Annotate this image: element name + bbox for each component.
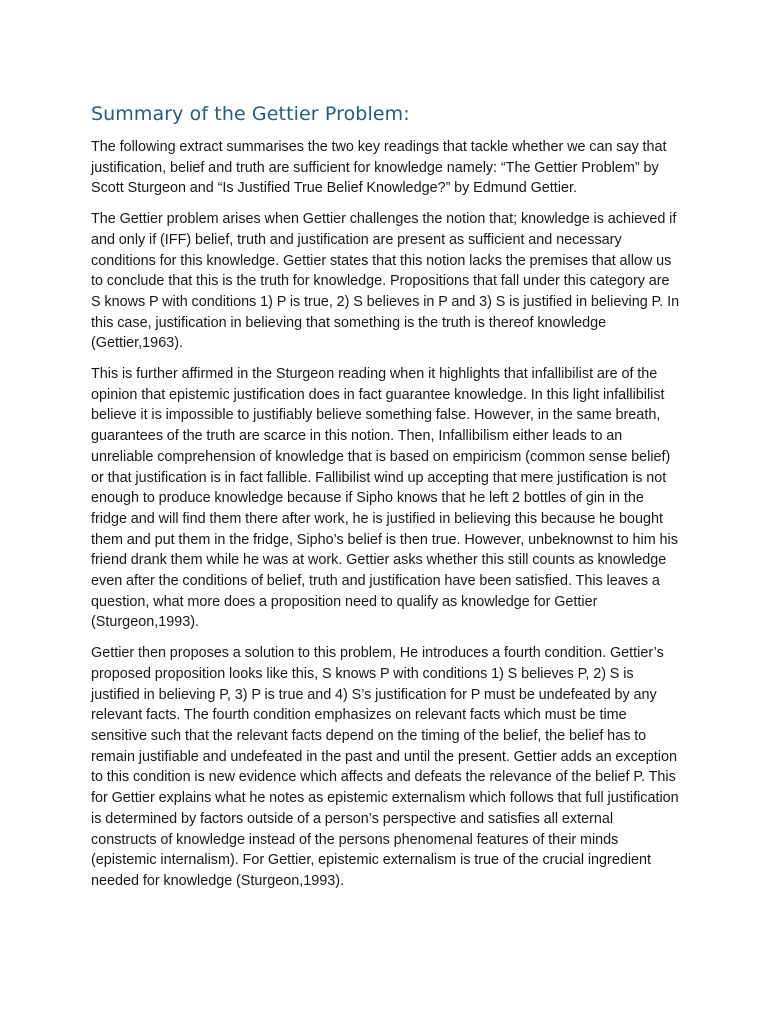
sturgeon-reading-paragraph: This is further affirmed in the Sturgeon reading when it highlights that infallibilist are of the opinion that epistemic justification does in fact guarantee knowledge. In this light infallibilist believe it is impossible to justifiably believe something false. However, in the same breath, guarantees of the truth are scarce in this notion. Then, Infallibilism either leads to an unreliable comprehension of knowledge that is based on empiricism (common sense belief) or that justification is in fact fallible. Fallibilist wind up accepting that mere justification is not enough to produce knowledge because if Sipho knows that he left 2 bottles of gin in the fridge and will find them there after work, he is justified in believing this because he bought them and put them in the fridge, Sipho’s belief is then true. However, unbeknownst to him his friend drank them while he was at work. Gettier asks whether this still counts as knowledge even after the conditions of belief, truth and justification have been satisfied. This leaves a question, what more does a proposition need to qualify as knowledge for Gettier (Sturgeon,1993). — [91, 366, 678, 631]
fourth-condition-paragraph: Gettier then proposes a solution to this problem, He introduces a fourth condition. Gettier’s proposed proposition looks like this, S knows P with conditions 1) S believes P, 2) S is justified in believing P, 3) P is true and 4) S’s justification for P must be undefeated by any relevant facts. The fourth condition emphasizes on relevant facts which must be time sensitive such that the relevant facts depend on the timing of the belief, the belief has to remain justifiable and undefeated in the past and until the present. Gettier adds an exception to this condition is new evidence which affects and defeats the relevance of the belief P. This for Gettier explains what he notes as epistemic externalism which follows that full justification is determined by factors outside of a person’s perspective and satisfies all external constructs of knowledge instead of the persons phenomenal features of their minds (epistemic internalism). For Gettier, epistemic externalism is true of the crucial ingredient needed for knowledge (Sturgeon,1993). — [91, 645, 679, 889]
intro-paragraph: The following extract summarises the two key readings that tackle whether we can say that justification, belief and truth are sufficient for knowledge namely: “The Gettier Problem” by Scott Sturgeon and “Is Justified True Belief Knowledge?” by Edmund Gettier. — [91, 139, 667, 197]
gettier-problem-paragraph: The Gettier problem arises when Gettier challenges the notion that; knowledge is achieved if and only if (IFF) belief, truth and justification are present as sufficient and necessary conditions for this knowledge. Gettier states that this notion lacks the premises that allow us to conclude that this is the truth for knowledge. Propositions that fall under this category are S knows P with conditions 1) P is true, 2) S believes in P and 3) S is justified in believing P. In this case, justification in believing that something is the truth is thereof knowledge (Gettier,1963). — [91, 211, 680, 352]
document-title: Summary of the Gettier Problem: — [91, 103, 410, 125]
document-page — [91, 100, 681, 902]
